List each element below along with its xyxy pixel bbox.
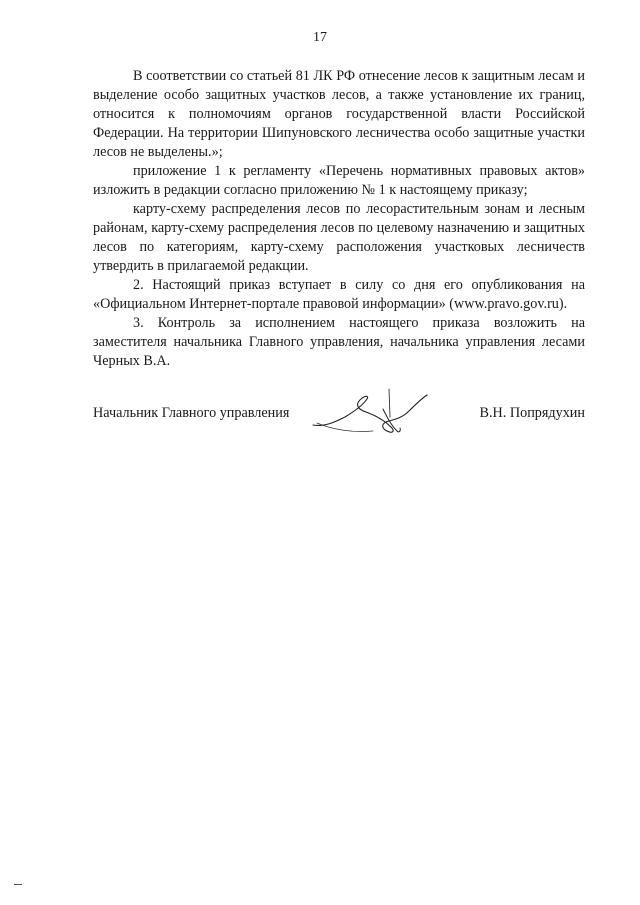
page-number: 17 bbox=[313, 30, 327, 45]
signature-block bbox=[93, 405, 585, 435]
signatory-position: Начальник Главного управления bbox=[93, 405, 290, 421]
document-body bbox=[93, 67, 585, 371]
corner-mark bbox=[14, 884, 22, 885]
paragraph-control: 3. Контроль за исполнением настоящего приказа возложить на заместителя начальника Главного управления, начальника управления лесами Черных В.А. bbox=[93, 315, 585, 369]
signatory-name: В.Н. Попрядухин bbox=[479, 405, 585, 421]
paragraph-effective-date: 2. Настоящий приказ вступает в силу со дня его опубликования на «Официальном Интернет-портале правовой информации» (www.pravo.gov.ru). bbox=[93, 277, 585, 312]
paragraph-map-schemes: карту-схему распределения лесов по лесорастительным зонам и лесным районам, карту-схему распределения лесов по целевому назначению и защитных лесов по категориям, карту-схему расположения участковых лесничеств утвердить в прилагаемой редакции. bbox=[93, 201, 585, 274]
paragraph-appendix-1: приложение 1 к регламенту «Перечень нормативных правовых актов» изложить в редакции согласно приложению № 1 к настоящему приказу; bbox=[93, 163, 585, 198]
handwritten-signature bbox=[311, 387, 431, 445]
paragraph-forest-law: В соответствии со статьей 81 ЛК РФ отнесение лесов к защитным лесам и выделение особо защитных участков лесов, а также установление их границ, относится к полномочиям органов государственной власти Российской Федерации. На территории Шипуновского лесничества особо защитные участки лесов не выделены.»; bbox=[93, 68, 585, 160]
